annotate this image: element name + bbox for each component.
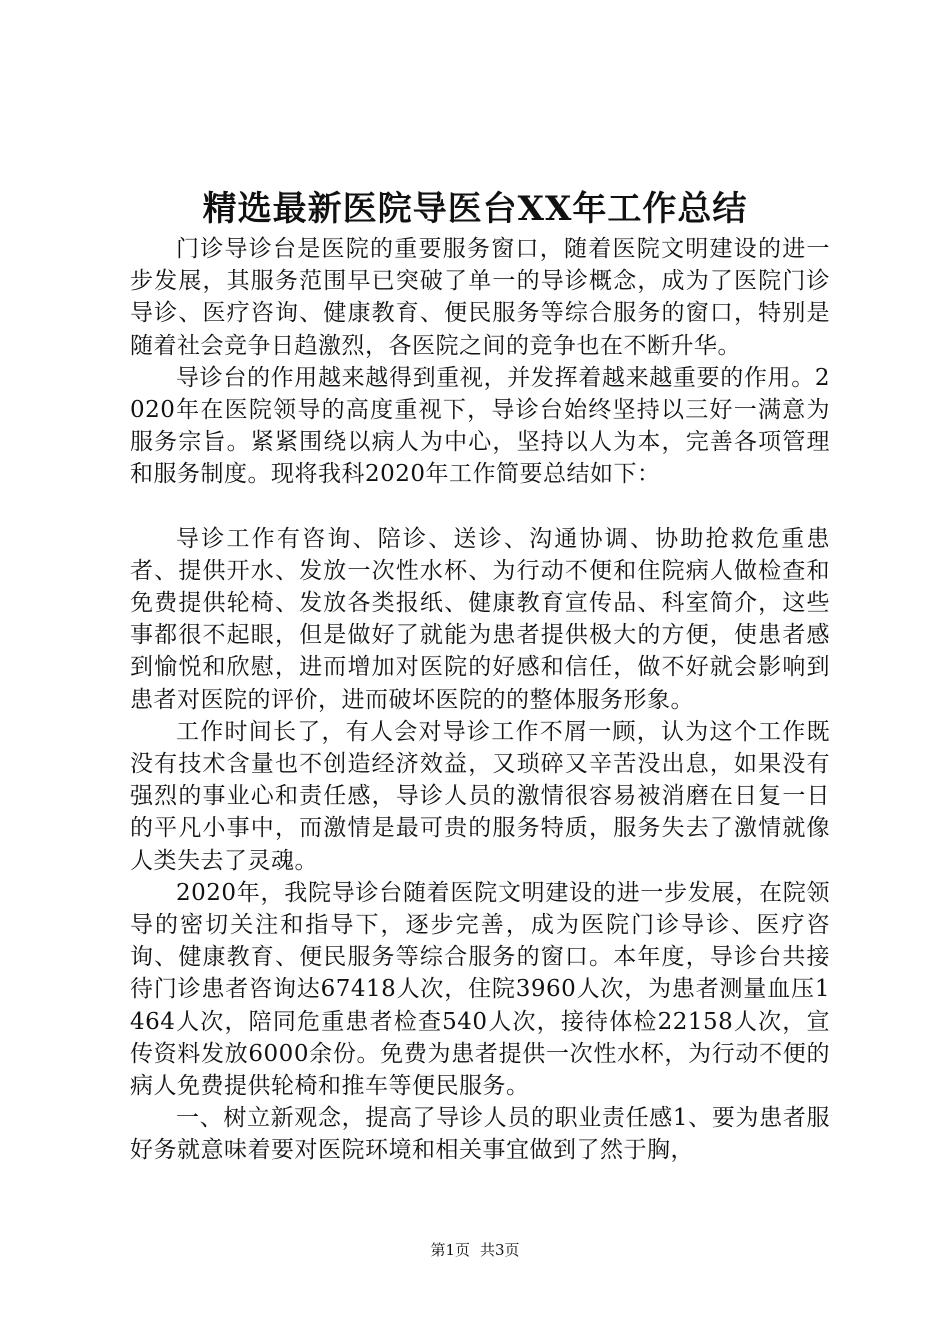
page-number: 第1页 xyxy=(430,1241,470,1259)
paragraph-intro: 门诊导诊台是医院的重要服务窗口，随着医院文明建设的进一步发展，其服务范围早已突破了单一的导诊概念，成为了医院门诊导诊、医疗咨询、健康教育、便民服务等综合服务的窗口，特别是随着社会竞争日趋激烈，各医院之间的竞争也在不断升华。 xyxy=(130,236,830,359)
document-title: 精选最新医院导医台XX年工作总结 xyxy=(202,189,748,229)
paragraph-attitude: 工作时间长了，有人会对导诊工作不屑一顾，认为这个工作既没有技术含量也不创造经济效益，又琐碎又辛苦没出息，如果没有强烈的事业心和责任感，导诊人员的激情很容易被消磨在日复一日的平凡小事中，而激情是最可贵的服务特质，服务失去了激情就像人类失去了灵魂。 xyxy=(130,718,830,874)
paragraph-section-one: 一、树立新观念，提高了导诊人员的职业责任感1、要为患者服好务就意味着要对医院环境和相关事宜做到了然于胸， xyxy=(130,1105,830,1164)
page-footer xyxy=(0,1240,950,1260)
document-body xyxy=(130,233,830,1167)
page-total: 共3页 xyxy=(480,1241,520,1259)
paragraph-role: 导诊台的作用越来越得到重视，并发挥着越来越重要的作用。2020年在医院领导的高度重视下，导诊台始终坚持以三好一满意为服务宗旨。紧紧围绕以病人为中心，坚持以人为本，完善各项管理和服务制度。现将我科2020年工作简要总结如下： xyxy=(130,364,830,488)
paragraph-statistics: 2020年，我院导诊台随着医院文明建设的进一步发展，在院领导的密切关注和指导下，逐步完善，成为医院门诊导诊、医疗咨询、健康教育、便民服务等综合服务的窗口。本年度，导诊台共接待门诊患者咨询达67418人次，住院3960人次，为患者测量血压1464人次，陪同危重患者检查540人次，接待体检22158人次，宣传资料发放6000余份。免费为患者提供一次性水杯，为行动不便的病人免费提供轮椅和推车等便民服务。 xyxy=(130,879,830,1100)
paragraph-duties: 导诊工作有咨询、陪诊、送诊、沟通协调、协助抢救危重患者、提供开水、发放一次性水杯、为行动不便和住院病人做检查和免费提供轮椅、发放各类报纸、健康教育宣传品、科室简介，这些事都很不起眼，但是做好了就能为患者提供极大的方便，使患者感到愉悦和欣慰，进而增加对医院的好感和信任，做不好就会影响到患者对医院的评价，进而破坏医院的的整体服务形象。 xyxy=(130,525,830,713)
